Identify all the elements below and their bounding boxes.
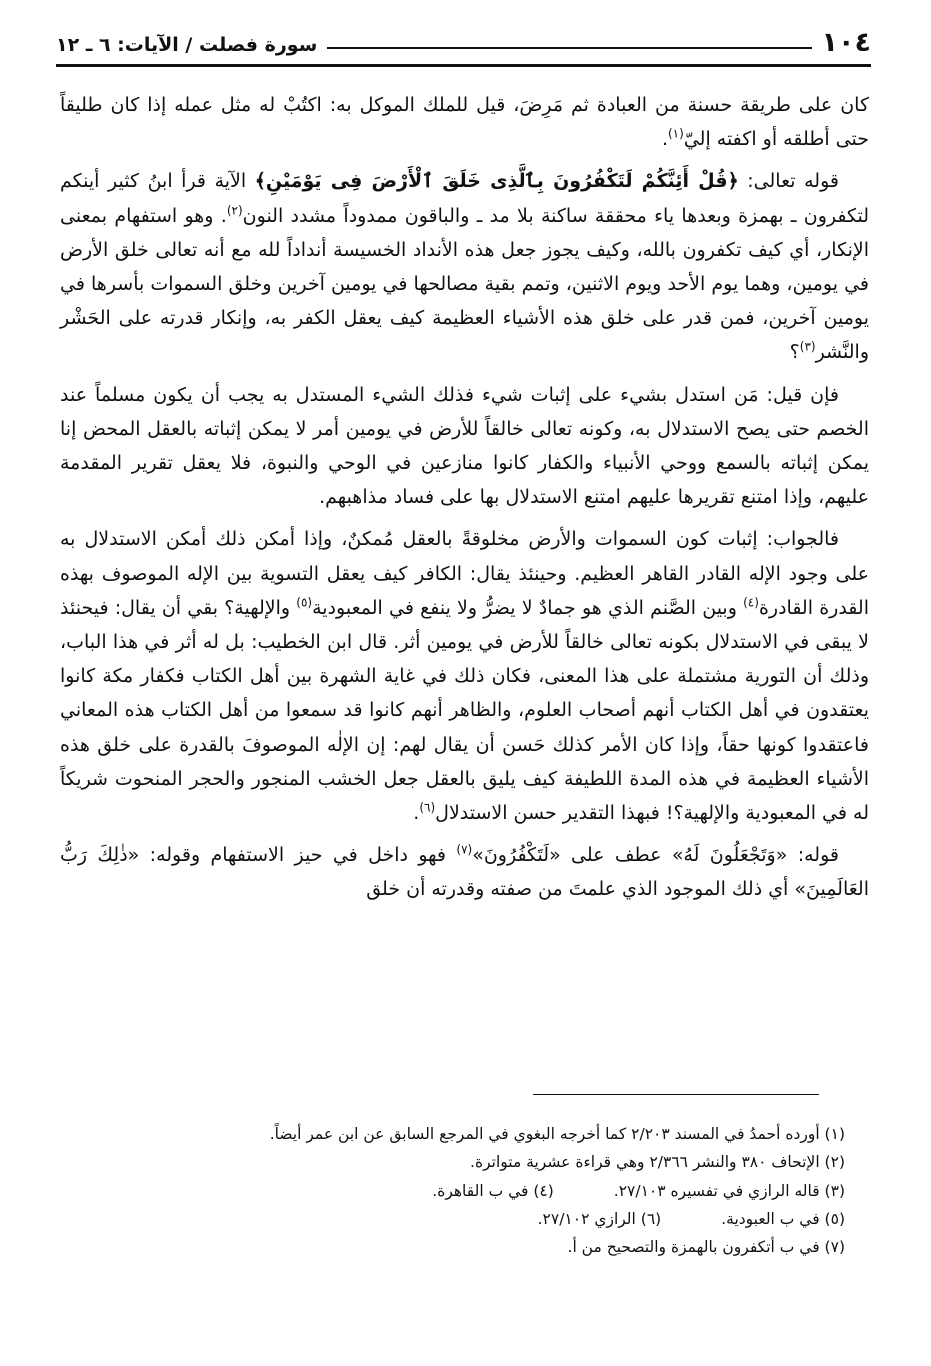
footnote-3: (٣) قاله الرازي في تفسيره ٢٧/١٠٣.	[613, 1181, 845, 1200]
footnotes	[80, 1120, 845, 1261]
paragraph	[60, 838, 869, 906]
header-rule	[56, 64, 871, 67]
footnote-ref[interactable]: (٦)	[419, 800, 436, 815]
footnote-row	[80, 1233, 845, 1261]
text-segment: قوله: «وَتَجْعَلُونَ لَهُ» عطف على «لَتَكْفُرُونَ»	[472, 844, 839, 867]
footnote-row	[80, 1148, 845, 1176]
footnote-6: (٦) الرازي ٢٧/١٠٢.	[537, 1209, 662, 1228]
text-segment: وبين الصَّنم الذي هو جمادٌ لا يضرُّ ولا ينفع في المعبودية	[312, 596, 744, 619]
footnote-4: (٤) في ب القاهرة.	[432, 1181, 554, 1200]
text-segment: .	[661, 128, 668, 151]
footnote-5: (٥) في ب العبودية.	[721, 1209, 845, 1228]
text-segment: كان على طريقة حسنة من العبادة ثم مَرِضَ، قيل للملك الموكل به: اكتُبْ له مثل عمله إذا كان طليقاً حتى أطلقه أو اكفته إليّ	[60, 94, 869, 151]
text-segment: ؟	[789, 341, 800, 364]
footnote-ref[interactable]: (٧)	[456, 842, 473, 857]
text-segment: قوله تعالى:	[738, 170, 839, 193]
paragraph	[60, 378, 869, 515]
footnote-ref[interactable]: (٢)	[226, 203, 243, 218]
main-text	[60, 88, 869, 915]
footnote-ref[interactable]: (٤)	[743, 595, 759, 610]
footnote-row	[80, 1120, 845, 1148]
footnote-row	[80, 1177, 845, 1205]
text-segment: .	[413, 802, 420, 825]
text-segment: فهو داخل في حيز الاستفهام وقوله: «ذٰلِكَ رَبُّ العَالَمِينَ» أي ذلك الموجود الذي علمتَ من صفته وقدرته أن خلق	[60, 844, 869, 901]
text-segment: فالجواب: إثبات كون السموات والأرض مخلوقةً بالعقل مُمكنٌ، وإذا أمكن ذلك أمكن الاستدلال به على وجود الإله القادر القاهر العظيم. وحينئذ يقال: الكافر كيف يعقل التسوية بين الإله الموصوف بهذه القدرة القادرة	[60, 528, 869, 619]
footnote-2: (٢) الإتحاف ٣٨٠ والنشر ٢/٣٦٦ وهي قراءة عشرية متواترة.	[470, 1153, 845, 1172]
paragraph	[60, 164, 869, 369]
footnote-ref[interactable]: (٥)	[296, 595, 313, 610]
footnote-7: (٧) في ب أتكفرون بالهمزة والتصحيح من أ.	[567, 1238, 845, 1257]
page-number: ١٠٤	[821, 27, 871, 58]
text-segment: الآية قرأ ابنُ كثير أينكم لتكفرون ـ بهمزة وبعدها ياء محققة ساكنة بلا مد ـ والباقون ممدوداً مشدد النون	[60, 170, 870, 227]
footnote-separator	[533, 1094, 819, 1095]
paragraph	[60, 522, 869, 830]
text-segment: فإن قيل: مَن استدل بشيء على إثبات شيء فذلك الشيء المستدل به يجب أن يكون مسلماً عند الخصم حتى يصح الاستدلال به، وكونه تعالى خالقاً للأرض في يومين أمر لا يمكن إثباته بالعقل المحض إنا يمكن إثباته بالسمع ووحي الأنبياء والكفار كانوا منازعين في الوحي والنبوة، فلا يعقل تقرير المقدمة عليهم، وإذا امتنع تقريرها عليهم امتنع الاستدلال بها على فساد مذاهبهم.	[60, 383, 869, 509]
footnote-ref[interactable]: (١)	[667, 126, 684, 141]
footnote-1: (١) أورده أحمدُ في المسند ٢/٢٠٣ كما أخرجه البغوي في المرجع السابق عن ابن عمر أيضاً.	[269, 1125, 845, 1143]
header-leader-line	[327, 47, 811, 49]
text-segment: . وهو استفهام بمعنى الإنكار، أي كيف تكفرون بالله، وكيف يجوز جعل هذه الأنداد الخسيسة أنداداً لله مع أنه تعالى خلق الأرض في يومين، وهما يوم الأحد ويوم الاثنين، وتمم بقية مصالحها في يومين آخرين وخلق السموات بأسرها في يومين آخرين، فمن قدر على خلق هذه الأشياء العظيمة كيف يعقل الكفر به، وإنكار قدرته على الحَشْر والنَّشر	[60, 204, 869, 364]
paragraph	[60, 88, 869, 156]
footnote-row	[80, 1205, 845, 1233]
surah-title: سورة فصلت / الآيات: ٦ ـ ١٢	[56, 34, 318, 56]
quran-verse: ﴿قُلْ أَئِنَّكُمْ لَتَكْفُرُونَ بِٱلَّذِى خَلَقَ ٱلْأَرْضَ فِى يَوْمَيْنِ﴾	[254, 170, 739, 193]
running-header	[56, 24, 871, 58]
footnote-ref[interactable]: (٣)	[799, 340, 816, 355]
text-segment: والإلهية؟ بقي أن يقال: فيحنئذ لا يبقى في الاستدلال بكونه تعالى خالقاً للأرض في يومين أثر. قال ابن الخطيب: بل له أثر في هذا الباب، وذلك أن التورية مشتملة على هذا المعنى، فكان ذلك في غاية الشهرة بين أهل الكتاب فكفار مكة كانوا يعتقدون في أهل الكتاب أنهم أصحاب العلوم، والظاهر أنهم كانوا قد سمعوا من أهل الكتاب هذه المعاني فاعتقدوا كونها حقاً، وإذا كان الأمر كذلك حَسن أن يقال لهم: إن الإلٰه الموصوفَ بالقدرة على خلق هذه الأشياء العظيمة في هذه المدة اللطيفة كيف يليق بالعقل جعل الخشب المنجور والحجر المنحوت شريكاً له في المعبودية والإلهية؟! فبهذا التقدير حسن الاستدلال	[60, 596, 869, 825]
